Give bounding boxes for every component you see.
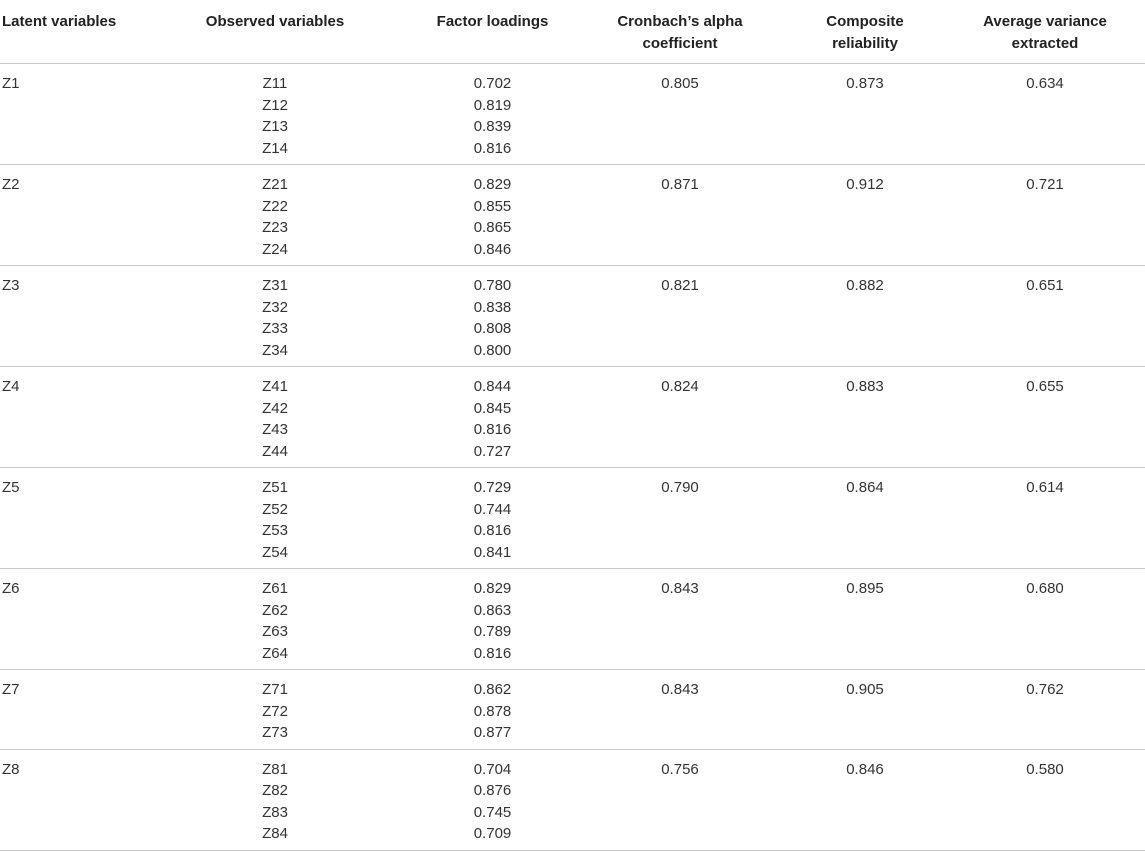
latent-variable-cell: Z7 <box>2 681 20 698</box>
observed-variable: Z63 <box>262 623 288 640</box>
observed-variable: Z54 <box>262 543 288 561</box>
factor-loading: 0.863 <box>473 601 512 619</box>
latent-variable-cell: Z5 <box>2 479 20 496</box>
latent-variable-cell: Z3 <box>2 277 20 294</box>
factor-loadings-cell <box>410 569 575 670</box>
factor-loading: 0.816 <box>473 421 512 438</box>
composite-reliability-cell: 0.905 <box>846 681 884 698</box>
composite-reliability-cell: 0.912 <box>846 176 884 193</box>
composite-reliability-cell: 0.882 <box>846 277 884 294</box>
observed-variables-cell <box>140 64 410 165</box>
observed-variable: Z62 <box>262 601 288 619</box>
header-cronbach-alpha <box>575 0 785 64</box>
header-latent-variables: Latent variables <box>0 0 140 64</box>
observed-variables-cell <box>140 749 410 850</box>
observed-variable: Z31 <box>262 277 288 294</box>
observed-variable: Z11 <box>262 75 288 92</box>
header-composite-reliability <box>785 0 945 64</box>
observed-variable: Z43 <box>262 421 288 438</box>
observed-variable: Z23 <box>262 219 288 236</box>
observed-variable: Z42 <box>262 399 288 417</box>
cronbach-alpha-cell: 0.824 <box>661 378 699 395</box>
table-row <box>0 367 1145 468</box>
observed-variable: Z34 <box>262 341 288 359</box>
cronbach-alpha-cell: 0.843 <box>661 580 699 597</box>
table-row <box>0 165 1145 266</box>
header-composite-reliability-line1: Composite <box>826 13 904 30</box>
factor-loadings-cell <box>410 266 575 367</box>
average-variance-extracted-cell: 0.762 <box>1026 681 1064 698</box>
observed-variable: Z41 <box>262 378 288 395</box>
factor-loading: 0.800 <box>473 341 512 359</box>
table-body <box>0 64 1145 851</box>
observed-variable: Z61 <box>262 580 288 597</box>
header-ave-line1: Average variance <box>983 13 1107 30</box>
average-variance-extracted-cell: 0.634 <box>1026 75 1064 92</box>
observed-variable: Z33 <box>262 320 288 337</box>
factor-loading: 0.819 <box>473 96 512 114</box>
latent-variable-cell: Z2 <box>2 176 20 193</box>
factor-loading: 0.829 <box>473 176 512 193</box>
factor-loading: 0.789 <box>473 623 512 640</box>
average-variance-extracted-cell: 0.614 <box>1026 479 1064 496</box>
composite-reliability-cell: 0.864 <box>846 479 884 496</box>
average-variance-extracted-cell: 0.580 <box>1026 760 1064 778</box>
observed-variable: Z24 <box>262 240 288 258</box>
observed-variable: Z21 <box>262 176 288 193</box>
factor-loading: 0.709 <box>473 825 512 842</box>
factor-loading: 0.816 <box>473 139 512 157</box>
observed-variable: Z84 <box>262 825 288 842</box>
factor-loading: 0.845 <box>473 399 512 417</box>
observed-variables-cell <box>140 266 410 367</box>
cronbach-alpha-cell: 0.871 <box>661 176 699 193</box>
observed-variable: Z44 <box>262 442 288 460</box>
observed-variable: Z72 <box>262 702 288 720</box>
observed-variable: Z32 <box>262 298 288 316</box>
header-average-variance-extracted <box>945 0 1145 64</box>
factor-loading: 0.839 <box>473 118 512 135</box>
observed-variable: Z12 <box>262 96 288 114</box>
table-row <box>0 749 1145 850</box>
composite-reliability-cell: 0.846 <box>846 760 884 778</box>
table-header <box>0 0 1145 64</box>
header-composite-reliability-line2: reliability <box>832 34 898 52</box>
observed-variable: Z13 <box>262 118 288 135</box>
factor-loading: 0.862 <box>473 681 512 698</box>
observed-variables-cell <box>140 468 410 569</box>
observed-variable: Z71 <box>262 681 288 698</box>
factor-loading: 0.878 <box>473 702 512 720</box>
factor-loadings-cell <box>410 749 575 850</box>
factor-loading: 0.704 <box>473 760 512 778</box>
factor-loadings-cell <box>410 165 575 266</box>
observed-variable: Z82 <box>262 782 288 799</box>
composite-reliability-cell: 0.883 <box>846 378 884 395</box>
header-row <box>0 0 1145 64</box>
factor-loading: 0.841 <box>473 543 512 561</box>
factor-loading: 0.808 <box>473 320 512 337</box>
observed-variable: Z73 <box>262 724 288 741</box>
latent-variable-cell: Z8 <box>2 760 20 778</box>
cronbach-alpha-cell: 0.805 <box>661 75 699 92</box>
observed-variables-cell <box>140 367 410 468</box>
factor-loading: 0.729 <box>473 479 512 496</box>
observed-variable: Z83 <box>262 803 288 821</box>
observed-variable: Z53 <box>262 522 288 539</box>
cronbach-alpha-cell: 0.790 <box>661 479 699 496</box>
header-factor-loadings: Factor loadings <box>410 0 575 64</box>
latent-variable-cell: Z4 <box>2 378 20 395</box>
factor-loading: 0.727 <box>473 442 512 460</box>
factor-loading: 0.876 <box>473 782 512 799</box>
factor-loading: 0.838 <box>473 298 512 316</box>
observed-variable: Z81 <box>262 760 288 778</box>
table-row <box>0 569 1145 670</box>
factor-loading: 0.844 <box>473 378 512 395</box>
factor-loadings-cell <box>410 468 575 569</box>
factor-loading: 0.744 <box>473 500 512 518</box>
observed-variable: Z14 <box>262 139 288 157</box>
observed-variables-cell <box>140 569 410 670</box>
table-row <box>0 64 1145 165</box>
latent-variable-cell: Z6 <box>2 580 20 597</box>
table-row <box>0 266 1145 367</box>
table-row <box>0 670 1145 750</box>
factor-loading: 0.829 <box>473 580 512 597</box>
observed-variables-cell <box>140 165 410 266</box>
factor-loading: 0.865 <box>473 219 512 236</box>
factor-loadings-cell <box>410 64 575 165</box>
observed-variable: Z64 <box>262 644 288 662</box>
factor-loading: 0.877 <box>473 724 512 741</box>
observed-variables-cell <box>140 670 410 750</box>
header-observed-variables: Observed variables <box>140 0 410 64</box>
factor-loadings-cell <box>410 670 575 750</box>
header-cronbach-alpha-line2: coefficient <box>642 34 718 52</box>
observed-variable: Z51 <box>262 479 288 496</box>
average-variance-extracted-cell: 0.655 <box>1026 378 1064 395</box>
average-variance-extracted-cell: 0.680 <box>1026 580 1064 597</box>
header-cronbach-alpha-line1: Cronbach’s alpha <box>617 13 743 30</box>
factor-loading: 0.816 <box>473 644 512 662</box>
observed-variable: Z52 <box>262 500 288 518</box>
table-row <box>0 468 1145 569</box>
factor-loading: 0.780 <box>473 277 512 294</box>
header-ave-line2: extracted <box>1011 34 1079 52</box>
cronbach-alpha-cell: 0.843 <box>661 681 699 698</box>
factor-loadings-cell <box>410 367 575 468</box>
cronbach-alpha-cell: 0.756 <box>661 760 699 778</box>
average-variance-extracted-cell: 0.721 <box>1026 176 1064 193</box>
cronbach-alpha-cell: 0.821 <box>661 277 699 294</box>
composite-reliability-cell: 0.873 <box>846 75 884 92</box>
average-variance-extracted-cell: 0.651 <box>1026 277 1064 294</box>
observed-variable: Z22 <box>262 197 288 215</box>
composite-reliability-cell: 0.895 <box>846 580 884 597</box>
factor-loading: 0.846 <box>473 240 512 258</box>
factor-loading: 0.702 <box>473 75 512 92</box>
latent-variable-cell: Z1 <box>2 75 20 92</box>
factor-loading: 0.745 <box>473 803 512 821</box>
factor-loading: 0.855 <box>473 197 512 215</box>
factor-loading: 0.816 <box>473 522 512 539</box>
